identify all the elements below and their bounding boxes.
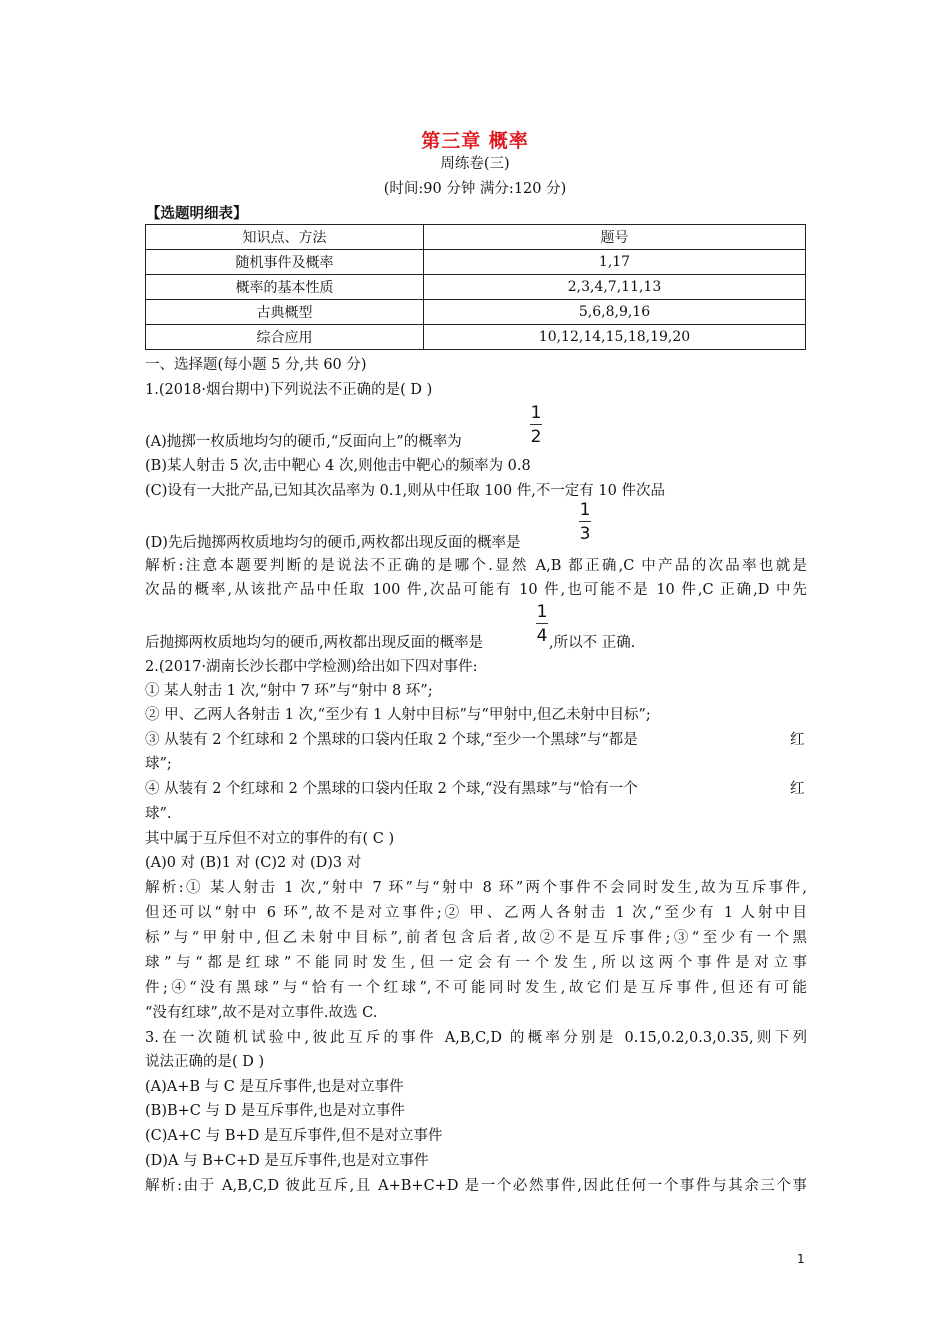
event-pair-3: ③ 从装有 2 个红球和 2 个黑球的口袋内任取 2 个球,“至少一个黑球”与“都是 xyxy=(145,732,638,748)
event-pair-2: ② 甲、乙两人各射击 1 次,“至少有 1 人射中目标”与“甲射中,但乙未射中目标”; xyxy=(145,707,651,723)
option-b: (B)B+C 与 D 是互斥事件,也是对立事件 xyxy=(145,1103,405,1119)
question-3-cont: 说法正确的是( D ) xyxy=(145,1054,265,1070)
table-cell: 概率的基本性质 xyxy=(146,275,424,300)
table-cell: 综合应用 xyxy=(146,325,424,350)
question-detail-table xyxy=(145,224,806,350)
option-d: (D)先后抛掷两枚质地均匀的硬币,两枚都出现反面的概率是 xyxy=(145,535,521,551)
event-pair-3-end: 红 xyxy=(790,732,805,748)
paper-subtitle: 周练卷(三) xyxy=(440,156,510,172)
option-d: (D)A 与 B+C+D 是互斥事件,也是对立事件 xyxy=(145,1153,429,1169)
table-cell: 2,3,4,7,11,13 xyxy=(424,275,806,300)
table-cell: 随机事件及概率 xyxy=(146,250,424,275)
question-2: 2.(2017·湖南长沙长郡中学检测)给出如下四对事件: xyxy=(145,659,478,675)
event-pair-4-cont: 球”. xyxy=(145,806,172,822)
question-1: 1.(2018·烟台期中)下列说法不正确的是( D ) xyxy=(145,382,433,398)
table-header-cell: 题号 xyxy=(424,225,806,250)
solution-line: 标”与“甲射中,但乙未射中目标”,前者包含后者,故②不是互斥事件;③“至少有一个黑 xyxy=(145,930,807,946)
option-c: (C)设有一大批产品,已知其次品率为 0.1,则从中任取 100 件,不一定有 10 件次品 xyxy=(145,483,665,499)
chapter-title: 第三章 概率 xyxy=(421,130,529,152)
solution-line: 但还可以“射中 6 环”,故不是对立事件;② 甲、乙两人各射击 1 次,“至少有 1 人射中目 xyxy=(145,905,807,921)
option-b: (B)某人射击 5 次,击中靶心 4 次,则他击中靶心的频率为 0.8 xyxy=(145,458,531,474)
table-cell: 10,12,14,15,18,19,20 xyxy=(424,325,806,350)
table-row xyxy=(146,325,806,350)
option-a: (A)A+B 与 C 是互斥事件,也是对立事件 xyxy=(145,1079,404,1095)
fraction-one-half: 1 2 xyxy=(530,403,542,447)
solution-line: 后抛掷两枚质地均匀的硬币,两枚都出现反面的概率是 xyxy=(145,635,484,651)
table-label: 【选题明细表】 xyxy=(146,205,248,222)
option-c: (C)A+C 与 B+D 是互斥事件,但不是对立事件 xyxy=(145,1128,443,1144)
solution-line: 解析:注意本题要判断的是说法不正确的是哪个.显然 A,B 都正确,C 中产品的次品率也就是 xyxy=(145,558,807,574)
solution-line: 解析:由于 A,B,C,D 彼此互斥,且 A+B+C+D 是一个必然事件,因此任何一个事件与其余三个事 xyxy=(145,1178,807,1194)
table-cell: 5,6,8,9,16 xyxy=(424,300,806,325)
question-3: 3.在一次随机试验中,彼此互斥的事件 A,B,C,D 的概率分别是 0.15,0.2,0.3,0.35,则下列 xyxy=(145,1030,807,1046)
table-row xyxy=(146,300,806,325)
solution-line-end: ,所以不 正确. xyxy=(549,635,636,651)
section-heading: 一、选择题(每小题 5 分,共 60 分) xyxy=(145,357,367,373)
option-a: (A)抛掷一枚质地均匀的硬币,“反面向上”的概率为 xyxy=(145,434,462,450)
fraction-one-third: 1 3 xyxy=(579,500,591,544)
question-2-ask: 其中属于互斥但不对立的事件的有( C ) xyxy=(145,831,395,847)
fraction-one-quarter: 1 4 xyxy=(536,602,548,646)
solution-line: 球”与“都是红球”不能同时发生,但一定会有一个发生,所以这两个事件是对立事 xyxy=(145,955,807,971)
solution-line: 解析:① 某人射击 1 次,“射中 7 环”与“射中 8 环”两个事件不会同时发生,故为互斥事件, xyxy=(145,880,807,896)
table-cell: 古典概型 xyxy=(146,300,424,325)
table-header-cell: 知识点、方法 xyxy=(146,225,424,250)
time-and-score: (时间:90 分钟 满分:120 分) xyxy=(383,181,567,197)
table-row xyxy=(146,250,806,275)
solution-line: 件;④“没有黑球”与“恰有一个红球”,不可能同时发生,故它们是互斥事件,但还有可能 xyxy=(145,980,807,996)
table-cell: 1,17 xyxy=(424,250,806,275)
question-2-options: (A)0 对 (B)1 对 (C)2 对 (D)3 对 xyxy=(145,855,362,871)
event-pair-4: ④ 从装有 2 个红球和 2 个黑球的口袋内任取 2 个球,“没有黑球”与“恰有一个 xyxy=(145,781,638,797)
event-pair-4-end: 红 xyxy=(790,781,805,797)
event-pair-3-cont: 球”; xyxy=(145,756,172,772)
solution-line: 次品的概率,从该批产品中任取 100 件,次品可能有 10 件,也可能不是 10 件,C 正确,D 中先 xyxy=(145,582,807,598)
table-header-row xyxy=(146,225,806,250)
page-number: 1 xyxy=(797,1252,805,1266)
event-pair-1: ① 某人射击 1 次,“射中 7 环”与“射中 8 环”; xyxy=(145,683,433,699)
solution-line: “没有红球”,故不是对立事件.故选 C. xyxy=(145,1005,378,1021)
table-row xyxy=(146,275,806,300)
